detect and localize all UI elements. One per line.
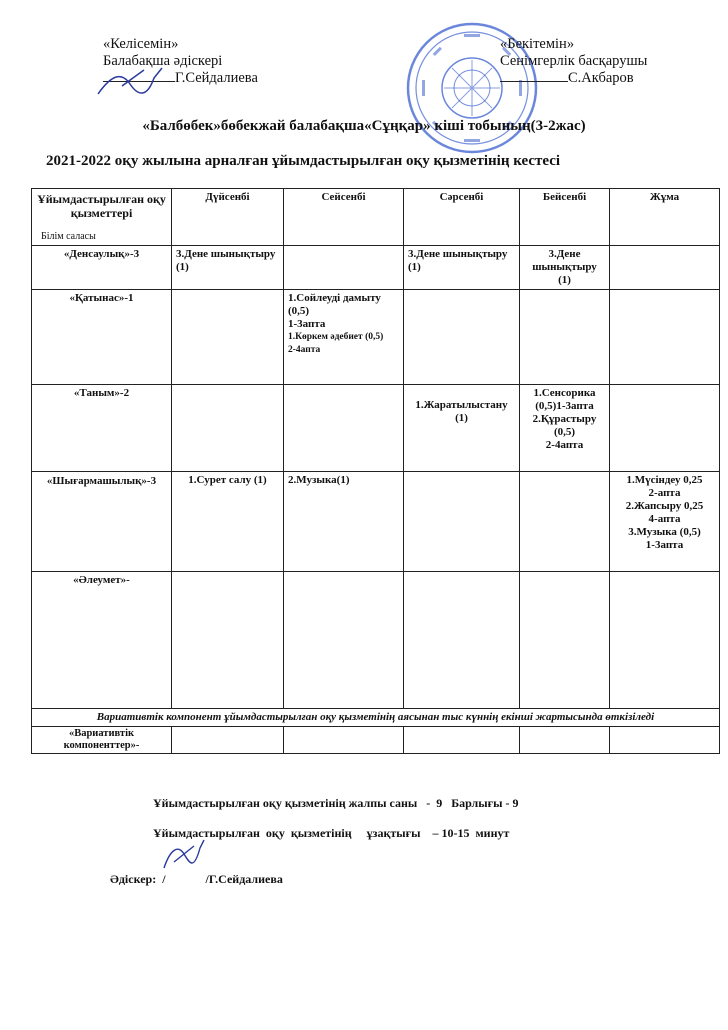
- duration: Ұйымдастырылған оқу қызметінің ұзақтығы – 10-15 минут: [153, 826, 510, 840]
- agreed-label: «Келісемін»: [103, 36, 179, 52]
- table-row: [32, 472, 720, 572]
- cell-var-wed: [404, 727, 520, 754]
- cell-comm-thu: [520, 290, 610, 385]
- director-name: С.Акбаров: [568, 70, 634, 86]
- cell-health-thu: 3.Дене шынықтыру (1): [520, 246, 610, 290]
- area-creativity: «Шығармашылық»-3: [32, 472, 172, 572]
- cell-var-thu: [520, 727, 610, 754]
- day-header-monday: Дүйсенбі: [172, 189, 284, 246]
- cell-crea-wed: [404, 472, 520, 572]
- cell-health-tue: [284, 246, 404, 290]
- cell-crea-mon: 1.Сурет салу (1): [172, 472, 284, 572]
- cell-cog-thu: 1.Сенсорика (0,5)1-3апта 2.Құрастыру (0,5) 2-4апта: [520, 385, 610, 472]
- area-variative: «Вариативтік компоненттер»-: [32, 727, 172, 754]
- cell-var-tue: [284, 727, 404, 754]
- area-communication: «Қатынас»-1: [32, 290, 172, 385]
- signature-left: [92, 64, 172, 104]
- cell-var-fri: [610, 727, 720, 754]
- cell-comm-fri: [610, 290, 720, 385]
- header-activities: Ұйымдастырылған оқу қызметтері: [37, 192, 166, 220]
- cell-health-wed: 3.Дене шынықтыру (1): [404, 246, 520, 290]
- cell-soc-mon: [172, 572, 284, 709]
- cell-var-mon: [172, 727, 284, 754]
- cell-crea-thu: [520, 472, 610, 572]
- cell-comm-mon: [172, 290, 284, 385]
- area-health: «Денсаулық»-3: [32, 246, 172, 290]
- cell-cog-fri: [610, 385, 720, 472]
- title-line-2: 2021-2022 оқу жылына арналған ұйымдастырылған оқу қызметінің кестесі: [46, 153, 561, 169]
- variative-row: [32, 727, 720, 754]
- area-cognition: «Таным»-2: [32, 385, 172, 472]
- header-corner-cell: [32, 189, 172, 246]
- cell-cog-tue: [284, 385, 404, 472]
- methodist-name: Г.Сейдалиева: [175, 70, 258, 86]
- cell-health-fri: [610, 246, 720, 290]
- director-role: Сенімгерлік басқарушы: [500, 53, 648, 69]
- variative-note-row: [32, 709, 720, 727]
- cell-health-mon: 3.Дене шынықтыру (1): [172, 246, 284, 290]
- cell-cog-mon: [172, 385, 284, 472]
- day-header-friday: Жұма: [610, 189, 720, 246]
- cell-soc-wed: [404, 572, 520, 709]
- header-area: Білім саласы: [41, 231, 96, 242]
- title-line-1: «Балбөбек»бөбекжай балабақша«Сұңқар» кіші тобының(3-2жас): [142, 118, 586, 134]
- cell-cog-wed: 1.Жаратылыстану (1): [404, 385, 520, 472]
- methodist-role: Балабақша әдіскері: [103, 53, 223, 69]
- methodist-label: Әдіскер: /: [110, 872, 166, 886]
- methodist-signoff-name: /Г.Сейдалиева: [205, 872, 283, 886]
- cell-crea-fri: 1.Мүсіндеу 0,25 2-апта 2.Жапсыру 0,25 4-апта 3.Музыка (0,5) 1-3апта: [610, 472, 720, 572]
- day-header-tuesday: Сейсенбі: [284, 189, 404, 246]
- area-social: «Әлеумет»-: [32, 572, 172, 709]
- table-header-row: [32, 189, 720, 246]
- approval-right: [500, 36, 647, 87]
- comm-tue-item-2: 1.Көркем әдебиет (0,5) 2-4апта: [288, 332, 384, 355]
- schedule-table: [31, 188, 720, 754]
- day-header-wednesday: Сәрсенбі: [404, 189, 520, 246]
- approved-label: «Бекітемін»: [500, 36, 575, 52]
- table-row: [32, 572, 720, 709]
- table-row: [32, 385, 720, 472]
- cell-comm-wed: [404, 290, 520, 385]
- cell-soc-fri: [610, 572, 720, 709]
- table-row: [32, 290, 720, 385]
- director-signature-line: [500, 70, 647, 87]
- variative-note: Вариативтік компонент ұйымдастырылған оқу қызметінің аясынан тыс күннің екінші жартысында өткізіледі: [32, 709, 720, 727]
- cell-comm-tue: [284, 290, 404, 385]
- comm-tue-item-1: 1.Сойлеуді дамыту (0,5) 1-3апта: [288, 292, 381, 330]
- cell-soc-thu: [520, 572, 610, 709]
- signature-bottom: [160, 838, 208, 876]
- day-header-thursday: Бейсенбі: [520, 189, 610, 246]
- cell-crea-tue: 2.Музыка(1): [284, 472, 404, 572]
- cell-soc-tue: [284, 572, 404, 709]
- total-count: Ұйымдастырылған оқу қызметінің жалпы саны - 9 Барлығы - 9: [153, 796, 519, 810]
- table-row: [32, 246, 720, 290]
